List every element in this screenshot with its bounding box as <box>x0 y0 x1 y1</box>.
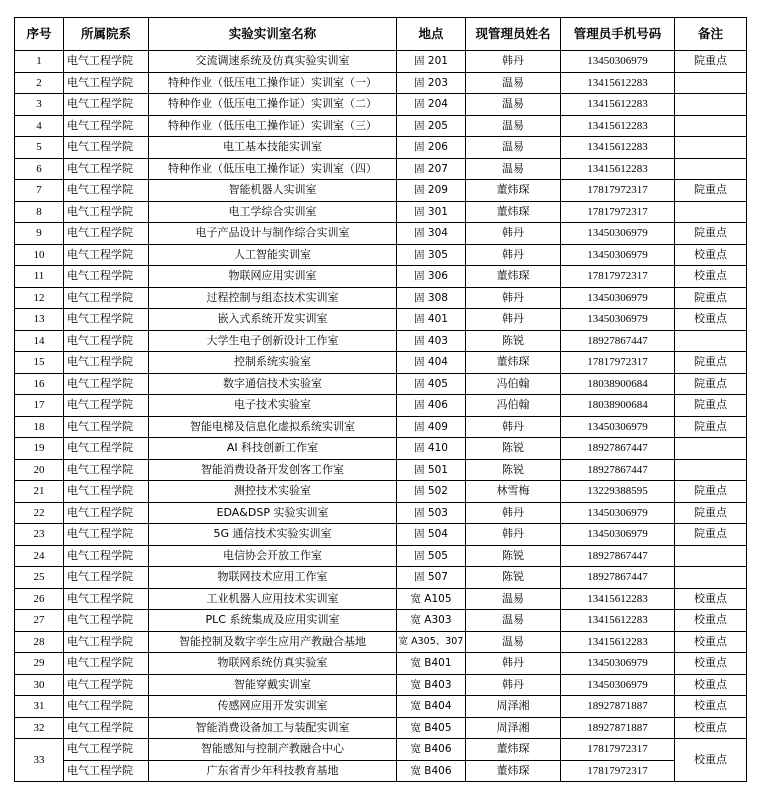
row-department: 电气工程学院 <box>64 760 149 782</box>
row-admin-name: 韩丹 <box>466 653 561 675</box>
row-admin-name: 韩丹 <box>466 287 561 309</box>
row-admin-name: 韩丹 <box>466 309 561 331</box>
row-remark: 院重点 <box>675 395 747 417</box>
row-admin-name: 董炜琛 <box>466 352 561 374</box>
row-remark: 校重点 <box>675 631 747 653</box>
table-row <box>15 502 747 524</box>
row-department: 电气工程学院 <box>64 373 149 395</box>
row-department: 电气工程学院 <box>64 94 149 116</box>
row-index: 33 <box>15 739 64 782</box>
row-admin-phone: 17817972317 <box>561 352 675 374</box>
row-lab-name: 传感网应用开发实训室 <box>149 696 397 718</box>
row-index: 32 <box>15 717 64 739</box>
row-location: 固 505 <box>397 545 466 567</box>
row-lab-name: 智能控制及数字孪生应用产教融合基地 <box>149 631 397 653</box>
header-remark: 备注 <box>675 18 747 51</box>
row-lab-name: 电工基本技能实训室 <box>149 137 397 159</box>
table-row <box>15 72 747 94</box>
table-row <box>15 137 747 159</box>
row-admin-name: 温易 <box>466 158 561 180</box>
row-department: 电气工程学院 <box>64 653 149 675</box>
row-department: 电气工程学院 <box>64 158 149 180</box>
row-department: 电气工程学院 <box>64 717 149 739</box>
row-department: 电气工程学院 <box>64 223 149 245</box>
row-lab-name: 控制系统实验室 <box>149 352 397 374</box>
table-row <box>15 309 747 331</box>
row-location: 宽 B401 <box>397 653 466 675</box>
row-index: 23 <box>15 524 64 546</box>
table-row <box>15 653 747 675</box>
row-lab-name: 测控技术实验室 <box>149 481 397 503</box>
row-lab-name: 智能消费设备加工与装配实训室 <box>149 717 397 739</box>
row-index: 9 <box>15 223 64 245</box>
table-row <box>15 94 747 116</box>
row-admin-phone: 13450306979 <box>561 309 675 331</box>
row-index: 4 <box>15 115 64 137</box>
row-location: 固 403 <box>397 330 466 352</box>
row-department: 电气工程学院 <box>64 545 149 567</box>
row-location: 固 207 <box>397 158 466 180</box>
row-lab-name: 5G 通信技术实验实训室 <box>149 524 397 546</box>
row-location: 固 308 <box>397 287 466 309</box>
row-admin-phone: 13415612283 <box>561 588 675 610</box>
row-admin-phone: 13450306979 <box>561 653 675 675</box>
row-department: 电气工程学院 <box>64 588 149 610</box>
table-row <box>15 115 747 137</box>
row-lab-name: AI 科技创新工作室 <box>149 438 397 460</box>
row-admin-phone: 13450306979 <box>561 674 675 696</box>
row-department: 电气工程学院 <box>64 567 149 589</box>
row-department: 电气工程学院 <box>64 115 149 137</box>
row-department: 电气工程学院 <box>64 610 149 632</box>
row-department: 电气工程学院 <box>64 696 149 718</box>
table-row <box>15 631 747 653</box>
row-admin-name: 陈锐 <box>466 438 561 460</box>
row-remark <box>675 94 747 116</box>
row-lab-name: 广东省青少年科技教育基地 <box>149 760 397 782</box>
row-admin-name: 温易 <box>466 72 561 94</box>
row-admin-phone: 13450306979 <box>561 223 675 245</box>
row-department: 电气工程学院 <box>64 72 149 94</box>
row-admin-phone: 13450306979 <box>561 51 675 73</box>
row-admin-phone: 18927867447 <box>561 545 675 567</box>
row-department: 电气工程学院 <box>64 352 149 374</box>
row-remark: 院重点 <box>675 51 747 73</box>
row-lab-name: 物联网技术应用工作室 <box>149 567 397 589</box>
row-department: 电气工程学院 <box>64 137 149 159</box>
table-row <box>15 352 747 374</box>
header-location: 地点 <box>397 18 466 51</box>
header-lab-name: 实验实训室名称 <box>149 18 397 51</box>
row-lab-name: 智能机器人实训室 <box>149 180 397 202</box>
row-location: 宽 B403 <box>397 674 466 696</box>
table-row <box>15 395 747 417</box>
row-department: 电气工程学院 <box>64 201 149 223</box>
row-admin-phone: 17817972317 <box>561 180 675 202</box>
row-index: 8 <box>15 201 64 223</box>
row-admin-name: 韩丹 <box>466 223 561 245</box>
row-admin-phone: 17817972317 <box>561 266 675 288</box>
table-row <box>15 223 747 245</box>
row-admin-phone: 18927867447 <box>561 459 675 481</box>
row-admin-name: 温易 <box>466 610 561 632</box>
row-lab-name: 人工智能实训室 <box>149 244 397 266</box>
row-remark: 院重点 <box>675 180 747 202</box>
row-index: 2 <box>15 72 64 94</box>
row-admin-phone: 13415612283 <box>561 137 675 159</box>
row-index: 17 <box>15 395 64 417</box>
row-location: 宽 B406 <box>397 739 466 761</box>
row-index: 28 <box>15 631 64 653</box>
table-row <box>15 201 747 223</box>
row-index: 1 <box>15 51 64 73</box>
row-lab-name: 物联网应用实训室 <box>149 266 397 288</box>
row-admin-phone: 13415612283 <box>561 115 675 137</box>
row-location: 固 502 <box>397 481 466 503</box>
row-admin-name: 温易 <box>466 115 561 137</box>
row-remark <box>675 137 747 159</box>
row-location: 固 501 <box>397 459 466 481</box>
row-remark: 校重点 <box>675 244 747 266</box>
row-remark: 校重点 <box>675 674 747 696</box>
row-department: 电气工程学院 <box>64 416 149 438</box>
row-admin-name: 董炜琛 <box>466 739 561 761</box>
row-lab-name: 智能消费设备开发创客工作室 <box>149 459 397 481</box>
row-admin-name: 韩丹 <box>466 502 561 524</box>
row-location: 固 404 <box>397 352 466 374</box>
row-admin-name: 陈锐 <box>466 567 561 589</box>
row-remark: 校重点 <box>675 610 747 632</box>
row-remark: 校重点 <box>675 588 747 610</box>
row-admin-phone: 18927867447 <box>561 567 675 589</box>
row-index: 24 <box>15 545 64 567</box>
row-remark: 院重点 <box>675 373 747 395</box>
row-department: 电气工程学院 <box>64 287 149 309</box>
row-admin-name: 陈锐 <box>466 459 561 481</box>
lab-table-container <box>14 17 747 782</box>
row-index: 12 <box>15 287 64 309</box>
row-admin-name: 韩丹 <box>466 524 561 546</box>
row-remark <box>675 545 747 567</box>
table-row <box>15 416 747 438</box>
row-admin-phone: 13450306979 <box>561 287 675 309</box>
row-admin-phone: 13450306979 <box>561 502 675 524</box>
row-admin-phone: 13415612283 <box>561 72 675 94</box>
row-admin-name: 陈锐 <box>466 545 561 567</box>
row-index: 18 <box>15 416 64 438</box>
row-location: 固 304 <box>397 223 466 245</box>
row-admin-name: 韩丹 <box>466 244 561 266</box>
row-remark: 院重点 <box>675 287 747 309</box>
row-index: 3 <box>15 94 64 116</box>
row-admin-phone: 18927867447 <box>561 438 675 460</box>
row-lab-name: 交流调速系统及仿真实验实训室 <box>149 51 397 73</box>
row-location: 固 209 <box>397 180 466 202</box>
row-lab-name: EDA&DSP 实验实训室 <box>149 502 397 524</box>
row-index: 26 <box>15 588 64 610</box>
row-remark <box>675 438 747 460</box>
row-index: 29 <box>15 653 64 675</box>
row-location: 固 306 <box>397 266 466 288</box>
row-remark <box>675 201 747 223</box>
row-lab-name: 电信协会开放工作室 <box>149 545 397 567</box>
row-location: 固 204 <box>397 94 466 116</box>
table-row <box>15 696 747 718</box>
row-location: 宽 A305、307 <box>397 631 466 653</box>
row-admin-phone: 18038900684 <box>561 395 675 417</box>
row-location: 固 305 <box>397 244 466 266</box>
row-admin-phone: 13450306979 <box>561 244 675 266</box>
row-admin-phone: 13415612283 <box>561 158 675 180</box>
row-location: 固 301 <box>397 201 466 223</box>
row-index: 5 <box>15 137 64 159</box>
table-row <box>15 244 747 266</box>
row-remark <box>675 72 747 94</box>
header-index: 序号 <box>15 18 64 51</box>
row-location: 固 401 <box>397 309 466 331</box>
row-remark <box>675 158 747 180</box>
row-index: 15 <box>15 352 64 374</box>
row-remark: 校重点 <box>675 717 747 739</box>
row-index: 27 <box>15 610 64 632</box>
table-row <box>15 51 747 73</box>
row-admin-phone: 13415612283 <box>561 610 675 632</box>
row-location: 固 405 <box>397 373 466 395</box>
row-admin-phone: 17817972317 <box>561 739 675 761</box>
table-row <box>15 158 747 180</box>
row-admin-phone: 18927871887 <box>561 696 675 718</box>
row-index: 30 <box>15 674 64 696</box>
table-row <box>15 588 747 610</box>
row-location: 宽 B405 <box>397 717 466 739</box>
table-row <box>15 760 747 782</box>
row-department: 电气工程学院 <box>64 631 149 653</box>
row-department: 电气工程学院 <box>64 244 149 266</box>
row-index: 6 <box>15 158 64 180</box>
row-lab-name: PLC 系统集成及应用实训室 <box>149 610 397 632</box>
row-lab-name: 电子产品设计与制作综合实训室 <box>149 223 397 245</box>
row-remark: 院重点 <box>675 223 747 245</box>
row-department: 电气工程学院 <box>64 502 149 524</box>
header-admin-name: 现管理员姓名 <box>466 18 561 51</box>
row-lab-name: 大学生电子创新设计工作室 <box>149 330 397 352</box>
row-index: 14 <box>15 330 64 352</box>
lab-table <box>14 17 747 782</box>
row-admin-name: 周泽湘 <box>466 717 561 739</box>
row-index: 31 <box>15 696 64 718</box>
row-location: 宽 B406 <box>397 760 466 782</box>
table-row <box>15 524 747 546</box>
row-index: 21 <box>15 481 64 503</box>
row-location: 固 406 <box>397 395 466 417</box>
table-row <box>15 330 747 352</box>
table-row <box>15 438 747 460</box>
row-location: 固 410 <box>397 438 466 460</box>
row-lab-name: 智能穿戴实训室 <box>149 674 397 696</box>
row-admin-phone: 13415612283 <box>561 94 675 116</box>
table-row <box>15 373 747 395</box>
row-admin-name: 林雪梅 <box>466 481 561 503</box>
row-index: 25 <box>15 567 64 589</box>
row-department: 电气工程学院 <box>64 524 149 546</box>
row-remark <box>675 459 747 481</box>
row-location: 固 507 <box>397 567 466 589</box>
row-remark: 院重点 <box>675 524 747 546</box>
row-admin-name: 周泽湘 <box>466 696 561 718</box>
table-row <box>15 717 747 739</box>
row-lab-name: 特种作业（低压电工操作证）实训室（三） <box>149 115 397 137</box>
row-admin-name: 温易 <box>466 588 561 610</box>
row-lab-name: 智能感知与控制产教融合中心 <box>149 739 397 761</box>
row-department: 电气工程学院 <box>64 481 149 503</box>
row-admin-phone: 13450306979 <box>561 416 675 438</box>
row-remark: 校重点 <box>675 266 747 288</box>
row-department: 电气工程学院 <box>64 266 149 288</box>
row-admin-name: 温易 <box>466 631 561 653</box>
table-row <box>15 567 747 589</box>
row-admin-name: 韩丹 <box>466 51 561 73</box>
header-row <box>15 18 747 51</box>
row-remark: 校重点 <box>675 696 747 718</box>
row-remark: 校重点 <box>675 653 747 675</box>
row-remark: 院重点 <box>675 502 747 524</box>
row-admin-name: 陈锐 <box>466 330 561 352</box>
row-lab-name: 过程控制与组态技术实训室 <box>149 287 397 309</box>
row-location: 宽 A105 <box>397 588 466 610</box>
row-lab-name: 嵌入式系统开发实训室 <box>149 309 397 331</box>
row-remark: 院重点 <box>675 352 747 374</box>
table-row <box>15 610 747 632</box>
row-location: 固 201 <box>397 51 466 73</box>
row-admin-phone: 17817972317 <box>561 201 675 223</box>
table-row <box>15 180 747 202</box>
row-location: 固 504 <box>397 524 466 546</box>
row-lab-name: 特种作业（低压电工操作证）实训室（一） <box>149 72 397 94</box>
row-admin-name: 冯伯翰 <box>466 395 561 417</box>
row-department: 电气工程学院 <box>64 309 149 331</box>
row-location: 固 205 <box>397 115 466 137</box>
row-department: 电气工程学院 <box>64 395 149 417</box>
row-department: 电气工程学院 <box>64 739 149 761</box>
row-lab-name: 工业机器人应用技术实训室 <box>149 588 397 610</box>
row-admin-name: 韩丹 <box>466 416 561 438</box>
row-index: 7 <box>15 180 64 202</box>
row-admin-name: 董炜琛 <box>466 266 561 288</box>
row-lab-name: 数字通信技术实验室 <box>149 373 397 395</box>
table-row <box>15 674 747 696</box>
row-remark: 校重点 <box>675 309 747 331</box>
row-remark: 院重点 <box>675 481 747 503</box>
row-admin-name: 温易 <box>466 94 561 116</box>
row-remark: 校重点 <box>675 739 747 782</box>
row-lab-name: 电工学综合实训室 <box>149 201 397 223</box>
row-location: 固 203 <box>397 72 466 94</box>
row-index: 20 <box>15 459 64 481</box>
row-admin-name: 董炜琛 <box>466 201 561 223</box>
table-row <box>15 545 747 567</box>
row-admin-name: 温易 <box>466 137 561 159</box>
row-location: 固 409 <box>397 416 466 438</box>
row-location: 宽 A303 <box>397 610 466 632</box>
row-admin-phone: 18927867447 <box>561 330 675 352</box>
row-department: 电气工程学院 <box>64 180 149 202</box>
row-location: 固 206 <box>397 137 466 159</box>
header-department: 所属院系 <box>64 18 149 51</box>
row-location: 宽 B404 <box>397 696 466 718</box>
row-department: 电气工程学院 <box>64 438 149 460</box>
row-admin-phone: 18038900684 <box>561 373 675 395</box>
row-admin-phone: 17817972317 <box>561 760 675 782</box>
row-remark: 院重点 <box>675 416 747 438</box>
table-row <box>15 266 747 288</box>
row-lab-name: 特种作业（低压电工操作证）实训室（四） <box>149 158 397 180</box>
row-lab-name: 智能电梯及信息化虚拟系统实训室 <box>149 416 397 438</box>
header-admin-phone: 管理员手机号码 <box>561 18 675 51</box>
row-index: 16 <box>15 373 64 395</box>
row-index: 22 <box>15 502 64 524</box>
row-admin-phone: 13450306979 <box>561 524 675 546</box>
table-row <box>15 481 747 503</box>
row-remark <box>675 330 747 352</box>
row-index: 10 <box>15 244 64 266</box>
row-admin-phone: 13229388595 <box>561 481 675 503</box>
row-index: 19 <box>15 438 64 460</box>
table-row <box>15 739 747 761</box>
row-location: 固 503 <box>397 502 466 524</box>
row-index: 11 <box>15 266 64 288</box>
row-department: 电气工程学院 <box>64 330 149 352</box>
table-row <box>15 459 747 481</box>
row-department: 电气工程学院 <box>64 674 149 696</box>
row-lab-name: 特种作业（低压电工操作证）实训室（二） <box>149 94 397 116</box>
row-lab-name: 物联网系统仿真实验室 <box>149 653 397 675</box>
table-body <box>15 51 747 782</box>
row-department: 电气工程学院 <box>64 51 149 73</box>
row-admin-name: 董炜琛 <box>466 180 561 202</box>
row-department: 电气工程学院 <box>64 459 149 481</box>
row-admin-phone: 18927871887 <box>561 717 675 739</box>
row-index: 13 <box>15 309 64 331</box>
row-lab-name: 电子技术实验室 <box>149 395 397 417</box>
row-remark <box>675 567 747 589</box>
row-admin-name: 董炜琛 <box>466 760 561 782</box>
row-remark <box>675 115 747 137</box>
row-admin-phone: 13415612283 <box>561 631 675 653</box>
table-row <box>15 287 747 309</box>
row-admin-name: 冯伯翰 <box>466 373 561 395</box>
row-admin-name: 韩丹 <box>466 674 561 696</box>
